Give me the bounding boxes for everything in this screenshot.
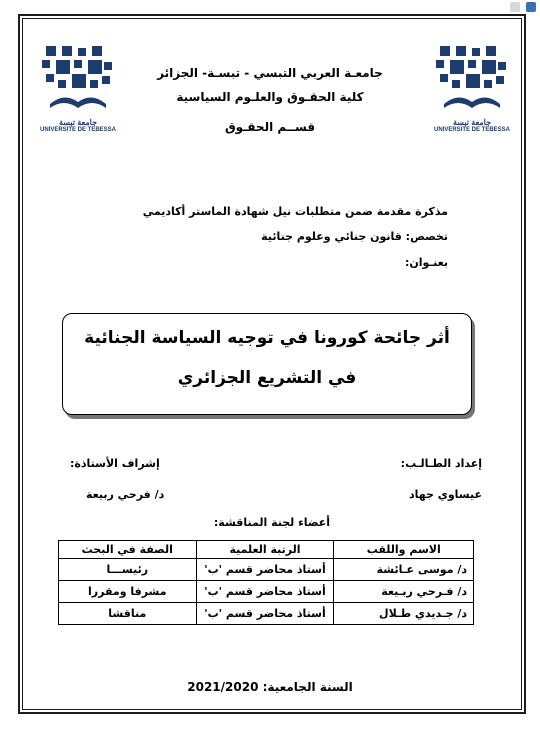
logo-arabic-caption: جامعة تبسة: [452, 118, 492, 127]
member-rank: أستاذ محاضر قسم 'ب': [196, 603, 334, 625]
thesis-title-line-2: في التشريع الجزائري: [177, 368, 357, 388]
column-header-name: الاسم واللقب: [334, 541, 474, 559]
logo-latin-caption: UNIVERSITE DE TEBESSA: [39, 127, 116, 133]
university-logo-right: [433, 46, 510, 133]
title-label: بعنـوان:: [404, 256, 448, 269]
university-name: جامعـة العربي التبسي - تبسـة- الجزائر: [157, 66, 383, 80]
student-name: عيساوي جهاد: [408, 488, 482, 501]
table-header-row: [59, 541, 474, 559]
member-name: د/ فـرحي ربـيعة: [334, 581, 474, 603]
committee-table: [58, 540, 474, 625]
window-controls: [510, 2, 536, 12]
logo-latin-caption: UNIVERSITE DE TEBESSA: [433, 127, 510, 133]
supervisor-name: د/ فرحي ربيعة: [86, 488, 165, 501]
supervisor-label: إشراف الأستاذة:: [70, 457, 160, 470]
university-emblem-icon: [42, 46, 114, 116]
member-role: مشرفا ومقررا: [59, 581, 197, 603]
member-role: رئيســـا: [59, 559, 197, 581]
department-name: قســم الحقـوق: [224, 120, 316, 134]
window-minimize-icon[interactable]: [510, 2, 520, 12]
university-emblem-icon: [436, 46, 508, 116]
specialty-line: تخصص: قانون جنائي وعلوم جنائية: [261, 230, 448, 243]
member-rank: أستاذ محاضر قسم 'ب': [196, 581, 334, 603]
member-role: مناقشا: [59, 603, 197, 625]
thesis-title-box: [62, 313, 472, 415]
table-row: [59, 559, 474, 581]
thesis-title-line-1: أثر جائحة كورونا في توجيه السياسة الجنائية: [84, 328, 450, 348]
table-row: [59, 603, 474, 625]
faculty-name: كلية الحقـوق والعلـوم السياسية: [176, 90, 364, 104]
column-header-role: الصفة في البحث: [59, 541, 197, 559]
member-rank: أستاذ محاضر قسم 'ب': [196, 559, 334, 581]
university-logo-left: [39, 46, 116, 133]
table-row: [59, 581, 474, 603]
window-maximize-icon[interactable]: [526, 2, 536, 12]
member-name: د/ موسى عـائشة: [334, 559, 474, 581]
member-name: د/ جـديدي طـلال: [334, 603, 474, 625]
committee-label: أعضاء لجنة المناقشة:: [213, 516, 330, 529]
column-header-rank: الرتبة العلمية: [196, 541, 334, 559]
logo-arabic-caption: جامعة تبسة: [58, 118, 98, 127]
prepared-by-label: إعداد الطـالـب:: [400, 457, 482, 470]
academic-year: السنة الجامعية: 2021/2020: [187, 680, 353, 694]
degree-line: مذكرة مقدمة ضمن متطلبات نيل شهادة الماستر أكاديمي: [142, 205, 448, 218]
